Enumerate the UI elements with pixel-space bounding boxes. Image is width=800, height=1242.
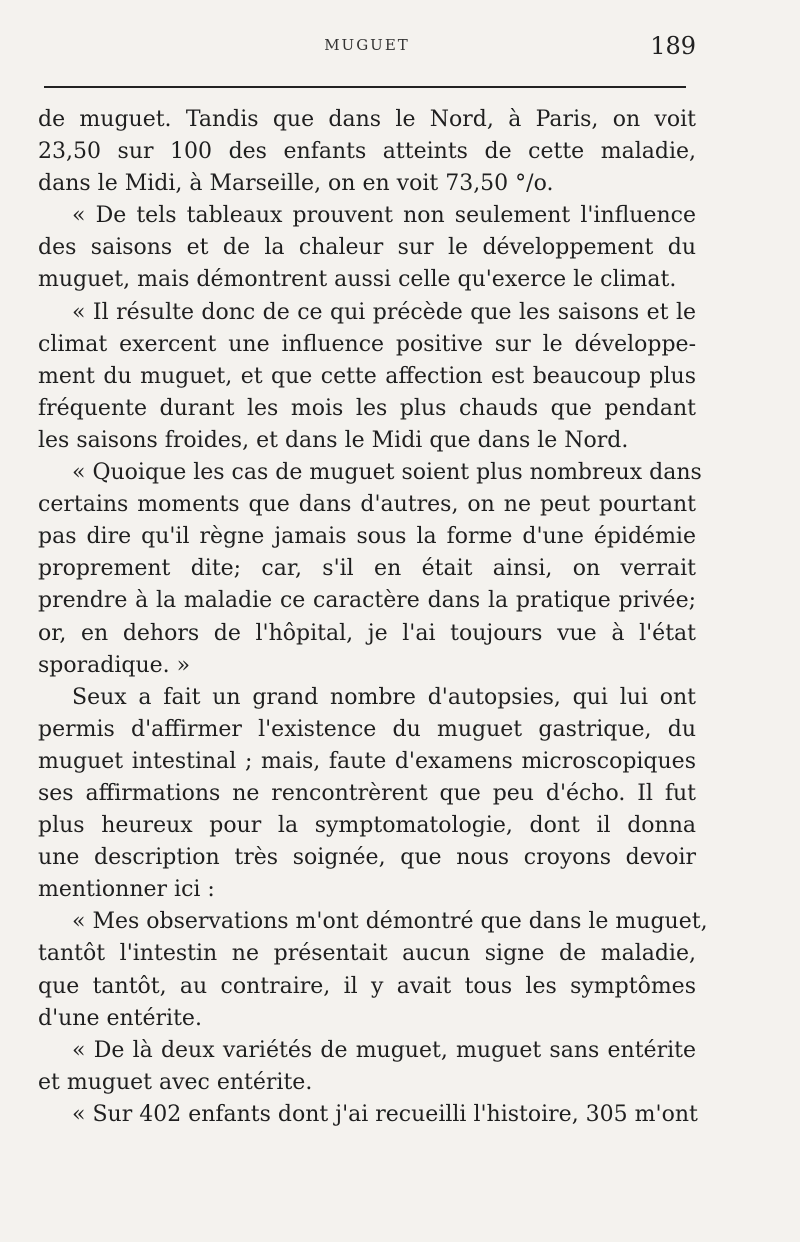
text-line: muguet, mais démontrent aussi celle qu'exerce le climat. xyxy=(38,267,677,293)
page-header xyxy=(38,28,696,80)
text-line: de muguet. Tandis que dans le Nord, à Paris, on voit xyxy=(38,107,696,132)
text-line: prendre à la maladie ce caractère dans la pratique privée; xyxy=(38,588,696,614)
text-line: muguet intestinal ; mais, faute d'examens microscopiques xyxy=(38,748,696,774)
page-number: 189 xyxy=(650,32,696,60)
text-line: permis d'affirmer l'existence du muguet gastrique, du xyxy=(38,716,696,742)
text-line: des saisons et de la chaleur sur le développement du xyxy=(38,235,696,261)
text-line: « Quoique les cas de muguet soient plus nombreux dans xyxy=(72,460,702,486)
text-line: « Sur 402 enfants dont j'ai recueilli l'histoire, 305 m'ont xyxy=(72,1101,698,1127)
text-line: 23,50 sur 100 des enfants atteints de cette maladie, xyxy=(38,139,696,165)
text-line: mentionner ici : xyxy=(38,877,215,903)
text-line: Seux a fait un grand nombre d'autopsies, qui lui ont xyxy=(72,684,696,710)
text-line: fréquente durant les mois les plus chauds que pendant xyxy=(38,395,696,421)
text-line: ment du muguet, et que cette affection est beaucoup plus xyxy=(38,363,696,389)
text-line: pas dire qu'il règne jamais sous la forme d'une épidémie xyxy=(38,524,696,550)
text-line: ses affirmations ne rencontrèrent que peu d'écho. Il fut xyxy=(38,780,696,806)
text-line: « De là deux variétés de muguet, muguet sans entérite xyxy=(72,1037,696,1063)
text-line: certains moments que dans d'autres, on ne peut pourtant xyxy=(38,492,696,518)
text-line: climat exercent une influence positive sur le développe- xyxy=(38,331,696,357)
text-line: tantôt l'intestin ne présentait aucun signe de maladie, xyxy=(38,941,696,967)
text-line: d'une entérite. xyxy=(38,1005,202,1031)
text-line: sporadique. » xyxy=(38,652,191,678)
text-line: plus heureux pour la symptomatologie, dont il donna xyxy=(38,813,696,839)
text-line: les saisons froides, et dans le Midi que dans le Nord. xyxy=(38,427,629,453)
running-head: MUGUET xyxy=(324,36,410,54)
text-line: et muguet avec entérite. xyxy=(38,1069,313,1095)
header-rule xyxy=(44,86,686,88)
text-line: or, en dehors de l'hôpital, je l'ai toujours vue à l'état xyxy=(38,620,696,646)
body-text xyxy=(38,104,708,1131)
text-line: « Il résulte donc de ce qui précède que les saisons et le xyxy=(72,299,696,325)
text-line: proprement dite; car, s'il en était ainsi, on verrait xyxy=(38,556,696,582)
text-line: une description très soignée, que nous croyons devoir xyxy=(38,845,696,871)
text-line: dans le Midi, à Marseille, on en voit 73,50 °/o. xyxy=(38,171,554,197)
text-line: « Mes observations m'ont démontré que dans le muguet, xyxy=(72,909,708,935)
text-line: que tantôt, au contraire, il y avait tous les symptômes xyxy=(38,973,696,999)
text-line: « De tels tableaux prouvent non seulement l'influence xyxy=(72,203,696,229)
